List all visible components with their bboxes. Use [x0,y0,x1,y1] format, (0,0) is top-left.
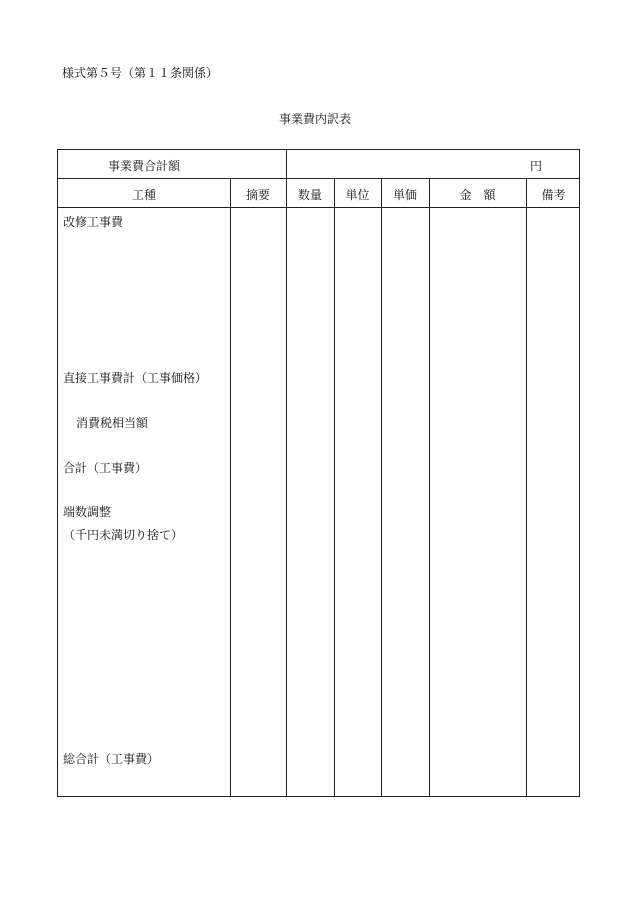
form-label: 様式第５号（第１１条関係） [62,66,219,80]
col-header-remarks: 備考 [541,188,566,202]
total-unit: 円 [530,159,543,173]
col-divider-0 [230,178,231,797]
col-header-amount: 金 額 [459,188,496,202]
breakdown-table [57,149,580,797]
col-divider-5 [526,178,527,797]
col-header-unit: 単位 [345,188,370,202]
item-subtotal: 合計（工事費） [63,461,148,475]
col-header-summary: 摘要 [245,188,270,202]
col-divider-4 [429,178,430,797]
item-tax: 消費税相当額 [76,416,149,430]
item-direct-total: 直接工事費計（工事価格） [63,371,208,385]
col-header-quantity: 数量 [297,188,322,202]
total-label: 事業費合計額 [107,159,180,173]
col-divider-2 [334,178,335,797]
item-rounding: 端数調整 [63,505,112,519]
col-header-unit-price: 単価 [392,188,417,202]
row-divider-total [58,178,579,179]
item-rounding-note: （千円未満切り捨て） [63,528,184,542]
col-divider-1 [286,150,287,797]
col-divider-3 [381,178,382,797]
col-header-work-type: 工種 [131,188,156,202]
row-divider-header [58,207,579,208]
document-title: 事業費内訳表 [278,112,351,126]
item-renovation: 改修工事費 [63,215,124,229]
item-grand-total: 総合計（工事費） [63,752,160,766]
